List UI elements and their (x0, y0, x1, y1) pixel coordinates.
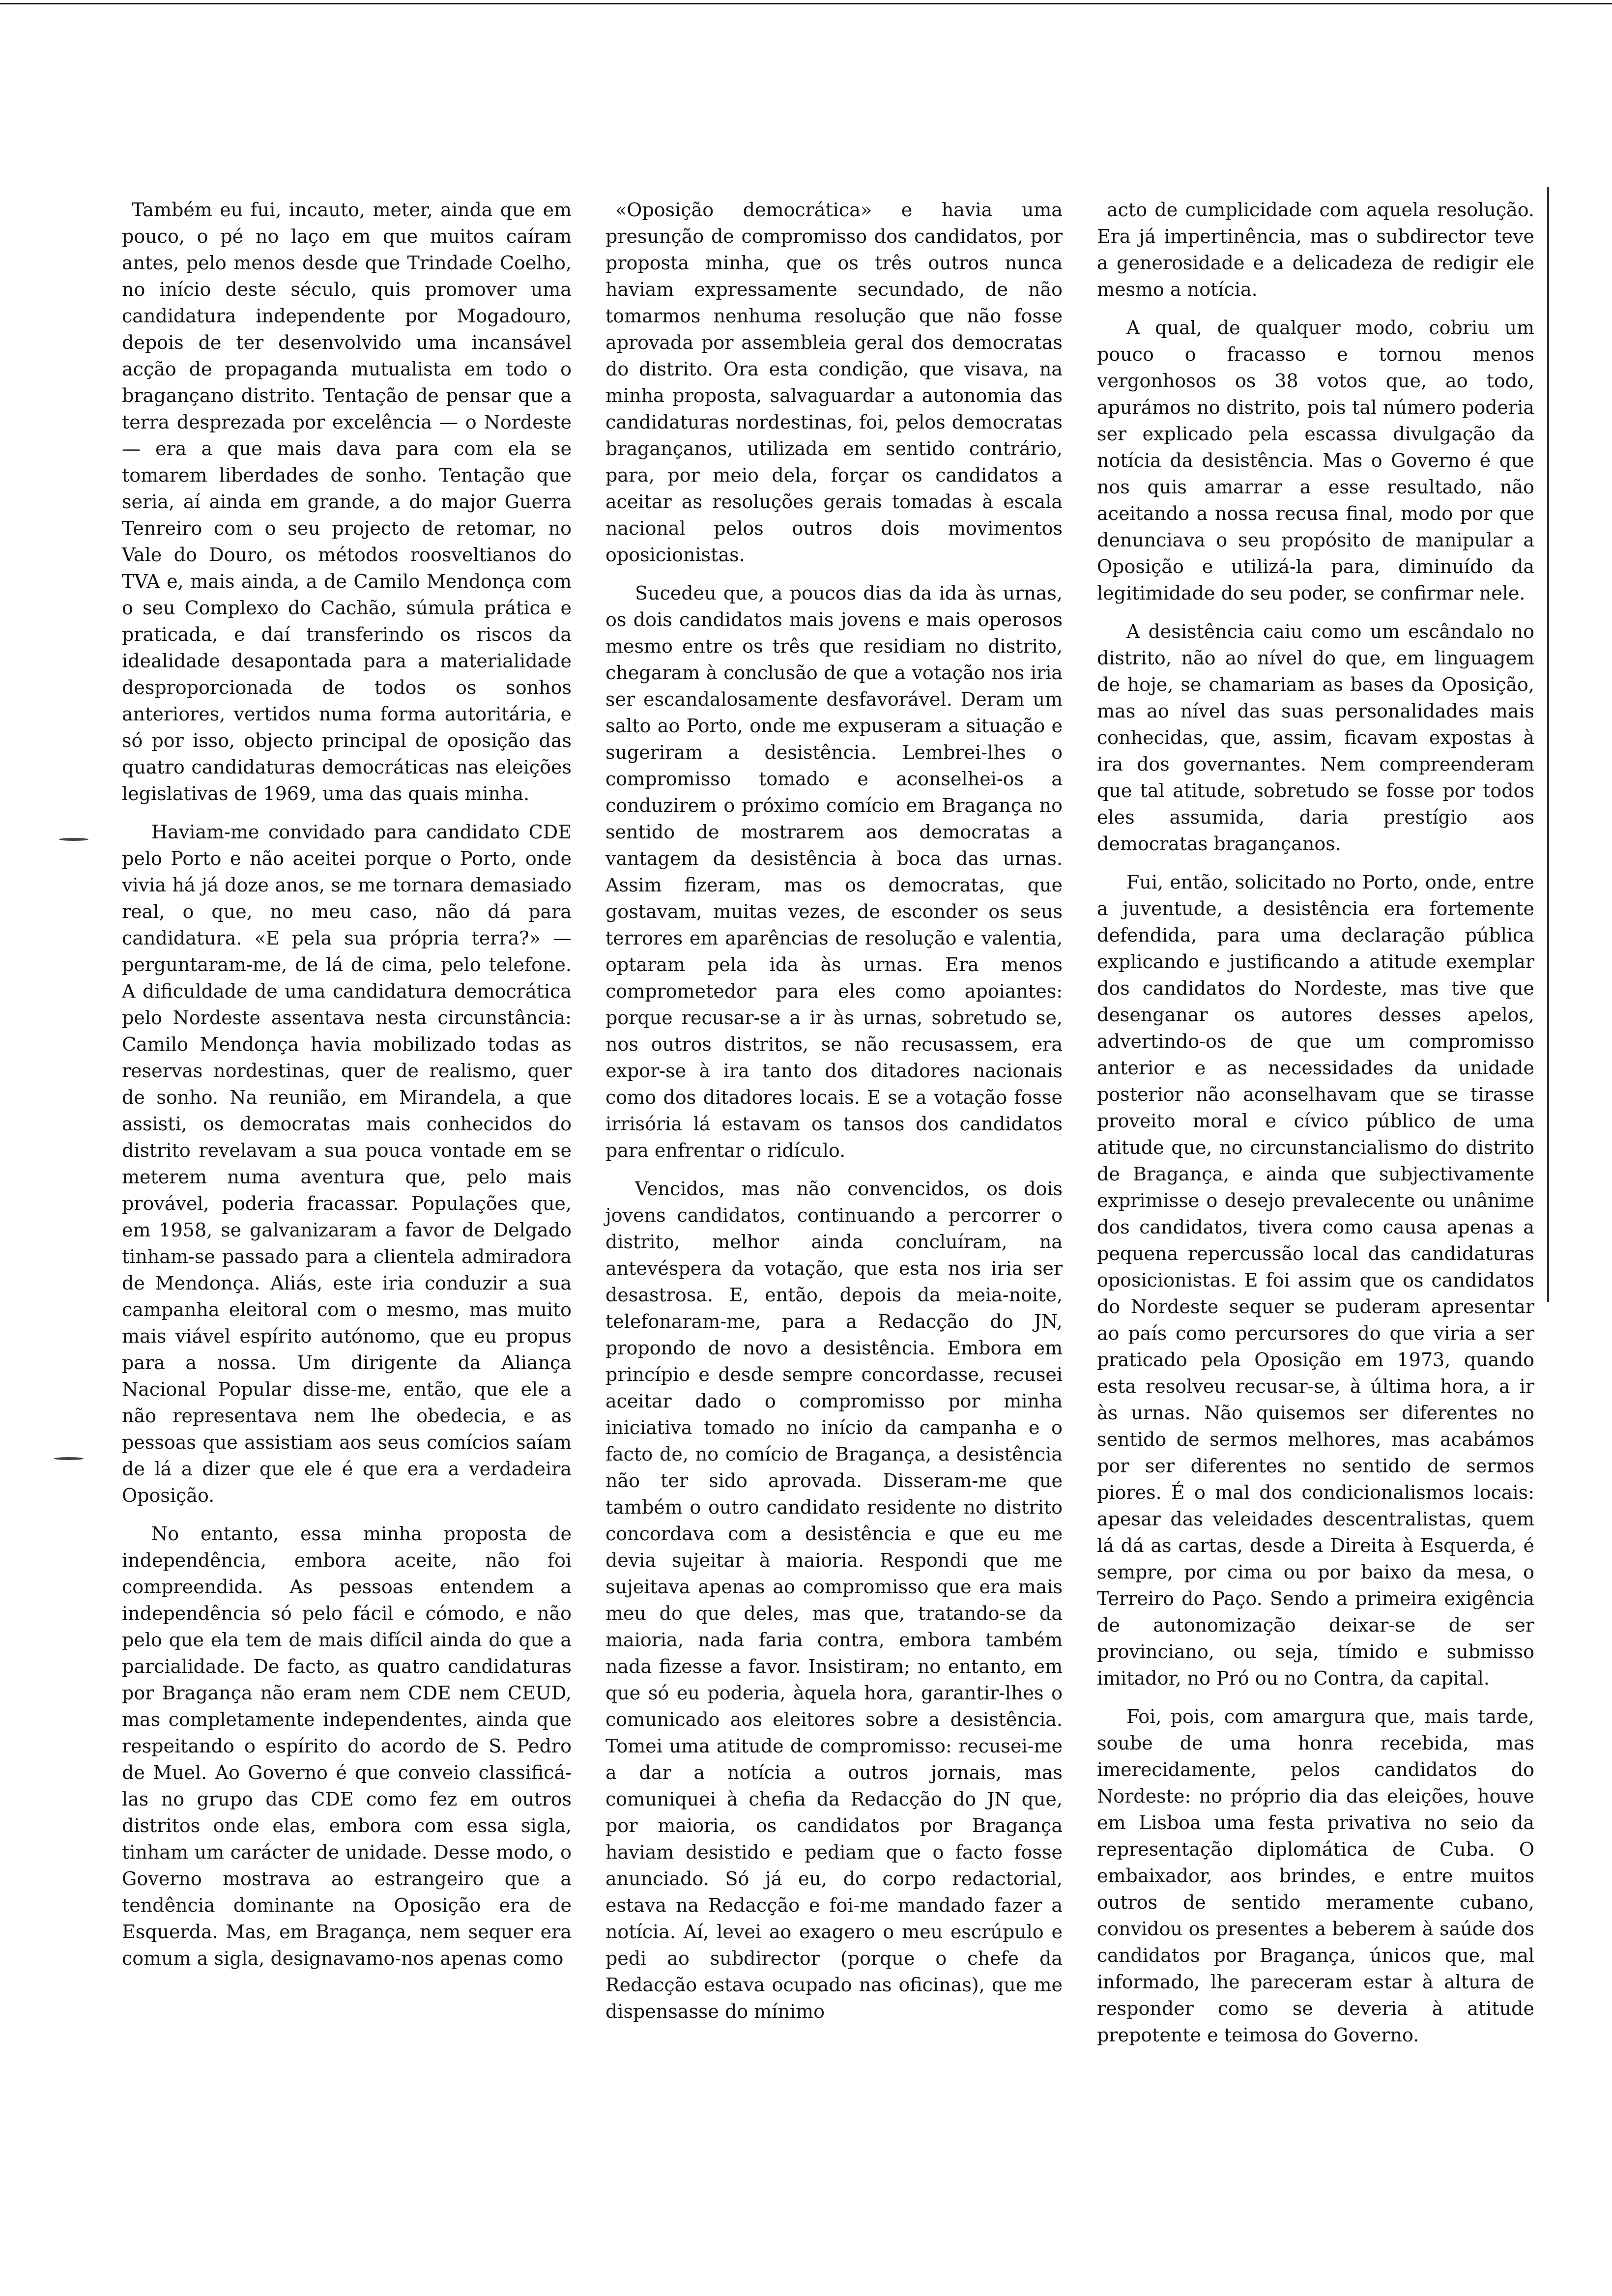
paragraph: Vencidos, mas não convencidos, os dois jovens candidatos, continuando a percorrer o distrito, melhor ainda concluíram, na antevéspera da votação, que esta nos iria ser desastrosa. E, então, depois da meia-noite, telefonaram-me, para a Redacção do JN, propondo de novo a desistência. Embora em princípio e desde sempre concordasse, recusei aceitar dado o compromisso por minha iniciativa tomado no início da campanha e o facto de, no comício de Bragança, a desistência não ter sido aprovada. Disseram-me que também o outro candidato residente no distrito concordava com a desistência e que eu me devia sujeitar à maioria. Respondi que me sujeitava apenas ao compromisso que era mais meu do que deles, mas que, tratando-se da maioria, nada faria contra, embora também nada fizesse a favor. Insistiram; no entanto, em que só eu poderia, àquela hora, garantir-lhes o comunicado aos eleitores sobre a desistência. Tomei uma atitude de compromisso: recusei-me a dar a notícia a outros jornais, mas comuniquei à chefia da Redacção do JN que, por maioria, os candidatos por Bragança haviam desistido e pediam que o facto fosse anunciado. Só já eu, do corpo redactorial, estava na Redacção e foi-me mandado fazer a notícia. Aí, levei ao exagero o meu escrúpulo e pedi ao subdirector (porque o chefe da Redacção estava ocupado nas oficinas), que me dispensasse do mínimo (605, 1178, 1063, 2022)
paragraph: Foi, pois, com amargura que, mais tarde, soube de uma honra recebida, mas imerecidamente, pelos candidatos do Nordeste: no próprio dia das eleições, houve em Lisboa uma festa privativa no seio da representação diplomática de Cuba. O embaixador, aos brindes, e entre muitos outros de sentido meramente cubano, convidou os presentes a beberem à saúde dos candidatos por Bragança, únicos que, mal informado, lhe pareceram estar à altura de responder como se deveria à atitude prepotente e teimosa do Governo. (1097, 1706, 1534, 2046)
column-border-rule (1547, 187, 1549, 1302)
scan-mark (59, 838, 88, 841)
paragraph: acto de cumplicidade com aquela resolução. Era já impertinência, mas o subdirector teve a generosidade e a delicadeza de redigir ele mesmo a notícia. (1097, 199, 1534, 300)
paragraph: Sucedeu que, a poucos dias da ida às urnas, os dois candidatos mais jovens e mais operosos mesmo entre os três que residiam no distrito, chegaram à conclusão de que a votação nos iria ser escandalosamente desfavorável. Deram um salto ao Porto, onde me expuseram a situação e sugeriram a desistência. Lembrei-lhes o compromisso tomado e aconselhei-os a conduzirem o próximo comício em Bragança no sentido de mostrarem aos democratas a vantagem da desistência à boca das urnas. Assim fizeram, mas os democratas, que gostavam, muitas vezes, de esconder os seus terrores em aparências de resolução e valentia, optaram pela ida às urnas. Era menos comprometedor para eles como apoiantes: porque recusar-se a ir às urnas, sobretudo se, nos outros distritos, se não recusassem, era expor-se à ira tanto dos ditadores nacionais como dos ditadores locais. E se a votação fosse irrisória lá estavam os tansos dos candidatos para enfrentar o ridículo. (605, 582, 1063, 1161)
top-scan-edge (0, 3, 1612, 4)
paragraph: Também eu fui, incauto, meter, ainda que em pouco, o pé no laço em que muitos caíram antes, pelo menos desde que Trindade Coelho, no início deste século, quis promover uma candidatura independente por Mogadouro, depois de ter desenvolvido uma incansável acção de propaganda mutualista em todo o bragançano distrito. Tentação de pensar que a terra desprezada por excelência — o Nordeste — era a que mais dava para com ela se tomarem liberdades de sonho. Tentação que seria, aí ainda em grande, a do major Guerra Tenreiro com o seu projecto de retomar, no Vale do Douro, os métodos roosveltianos do TVA e, mais ainda, a de Camilo Mendonça com o seu Complexo do Cachão, súmula prática e praticada, e daí transferindo os riscos da idealidade desapontada para a materialidade desproporcionada de todos os sonhos anteriores, vertidos numa forma autoritária, e só por isso, objecto principal de oposição das quatro candidaturas democráticas nas eleições legislativas de 1969, uma das quais minha. (122, 199, 572, 804)
paragraph: A desistência caiu como um escândalo no distrito, não ao nível do que, em linguagem de hoje, se chamariam as bases da Oposição, mas ao nível das suas personalidades mais conhecidas, que, assim, ficavam expostas à ira dos governantes. Nem compreenderam que tal atitude, sobretudo se fosse por todos eles assumida, daria prestígio aos democratas bragançanos. (1097, 621, 1534, 855)
paragraph: Fui, então, solicitado no Porto, onde, entre a juventude, a desistência era fortemente defendida, para uma declaração pública explicando e justificando a atitude exemplar dos candidatos do Nordeste, mas tive que desenganar os autores desses apelos, advertindo-os de que um compromisso anterior e as necessidades da unidade posterior não aconselhavam que se tirasse proveito moral e cívico público de uma atitude que, no circunstancialismo do distrito de Bragança, e ainda que subjectivamente exprimisse o desejo prevalecente ou unânime dos candidatos, tivera como causa apenas a pequena repercussão local das candidaturas oposicionistas. E foi assim que os candidatos do Nordeste sequer se puderam apresentar ao país como percursores do que viria a ser praticado pela Oposição em 1973, quando esta resolveu recusar-se, à última hora, a ir às urnas. Não quisemos ser diferentes no sentido de sermos melhores, mas acabámos por ser diferentes no sentido de sermos piores. É o mal dos condicionalismos locais: apesar das veleidades descentralistas, quem lá dá as cartas, desde a Direita à Esquerda, é sempre, por cima ou por baixo da mesa, o Terreiro do Paço. Sendo a primeira exigência de autonomização deixar-se de ser provinciano, ou seja, tímido e submisso imitador, no Pró ou no Contra, da capital. (1097, 871, 1534, 1689)
scan-mark (54, 1457, 84, 1460)
paragraph: A qual, de qualquer modo, cobriu um pouco o fracasso e tornou menos vergonhosos os 38 votos que, ao todo, apurámos no distrito, pois tal número poderia ser explicado pela escassa divulgação da notícia da desistência. Mas o Governo é que nos quis amarrar a esse resultado, não aceitando a nossa recusa final, modo por que denunciava o seu propósito de manipular a Oposição e utilizá-la para, diminuído da legitimidade do seu poder, se confirmar nele. (1097, 317, 1534, 604)
article-column-1 (122, 197, 572, 1983)
article-column-2 (605, 197, 1063, 2037)
article-column-3 (1097, 197, 1534, 2060)
paragraph: No entanto, essa minha proposta de independência, embora aceite, não foi compreendida. As pessoas entendem a independência só pelo fácil e cómodo, e não pelo que ela tem de mais difícil ainda do que a parcialidade. De facto, as quatro candidaturas por Bragança não eram nem CDE nem CEUD, mas completamente independentes, ainda que respeitando o espírito do acordo de S. Pedro de Muel. Ao Governo é que conveio classificá-las no grupo das CDE como fez em outros distritos onde elas, embora com essa sigla, tinham um carácter de unidade. Desse modo, o Governo mostrava ao estrangeiro que a tendência dominante na Oposição era de Esquerda. Mas, em Bragança, nem sequer era comum a sigla, designavamo-nos apenas como (122, 1523, 572, 1969)
paragraph: Haviam-me convidado para candidato CDE pelo Porto e não aceitei porque o Porto, onde vivia há já doze anos, se me tornara demasiado real, o que, no meu caso, não dá para candidatura. «E pela sua própria terra?» — perguntaram-me, de lá de cima, pelo telefone. A dificuldade de uma candidatura democrática pelo Nordeste assentava nesta circunstância: Camilo Mendonça havia mobilizado todas as reservas nordestinas, quer de realismo, quer de sonho. Na reunião, em Mirandela, a que assisti, os democratas mais conhecidos do distrito revelavam a sua pouca vontade em se meterem numa aventura que, pelo mais provável, poderia fracassar. Populações que, em 1958, se galvanizaram a favor de Delgado tinham-se passado para a clientela admiradora de Mendonça. Aliás, este iria conduzir a sua campanha eleitoral com o mesmo, mas muito mais viável espírito autónomo, que eu propus para a nossa. Um dirigente da Aliança Nacional Popular disse-me, então, que ele a não representava nem lhe obedecia, e as pessoas que assistiam aos seus comícios saíam de lá a dizer que ele é que era a verdadeira Oposição. (122, 821, 572, 1506)
paragraph: «Oposição democrática» e havia uma presunção de compromisso dos candidatos, por proposta minha, que os três outros nunca haviam expressamente secundado, de não tomarmos nenhuma resolução que não fosse aprovada por assembleia geral dos democratas do distrito. Ora esta condição, que visava, na minha proposta, salvaguardar a autonomia das candidaturas nordestinas, foi, pelos democratas bragançanos, utilizada em sentido contrário, para, por meio dela, forçar os candidatos a aceitar as resoluções gerais tomadas à escala nacional pelos outros dois movimentos oposicionistas. (605, 199, 1063, 566)
